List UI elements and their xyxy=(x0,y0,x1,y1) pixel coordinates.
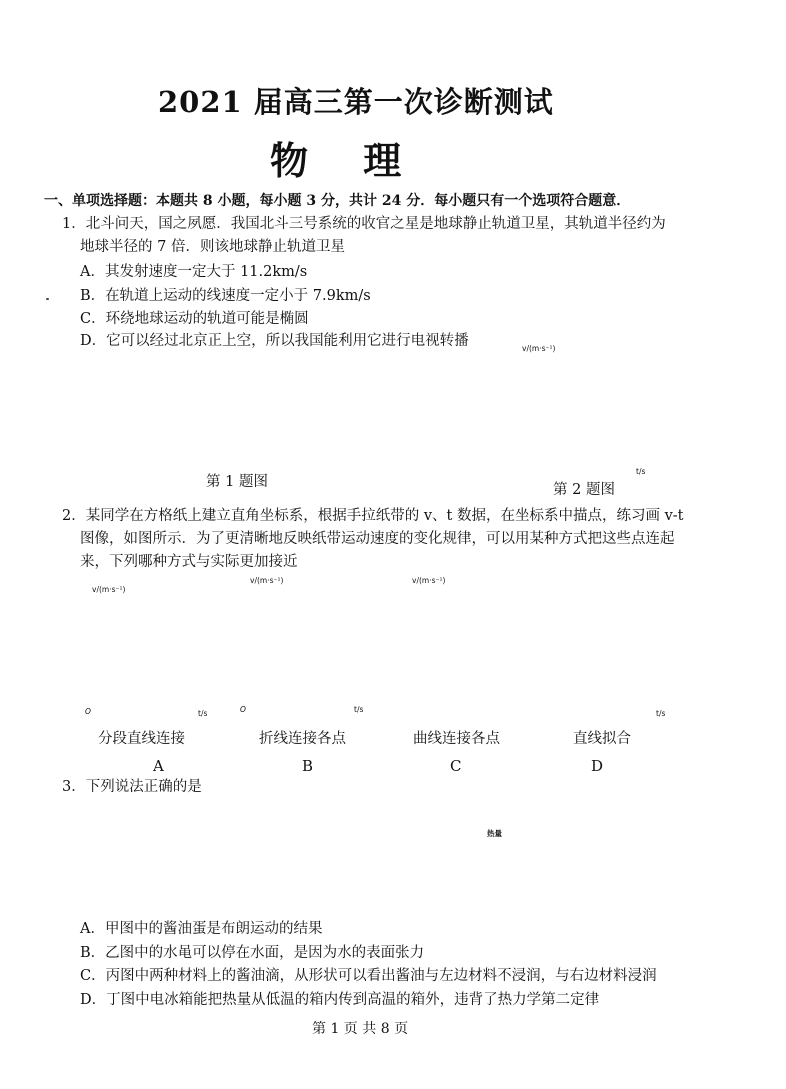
q2-stem-line1: 2．某同学在方格纸上建立直角坐标系，根据手拉纸带的 v、t 数据，在坐标系中描点，练习画 v-t xyxy=(62,508,684,524)
choice-b-caption: 折线连接各点 xyxy=(259,731,346,747)
q1-option-c: C．环绕地球运动的轨道可能是椭圆 xyxy=(80,311,309,327)
q3-option-a: A．甲图中的酱油蛋是布朗运动的结果 xyxy=(80,921,323,937)
fig2-caption: 第 2 题图 xyxy=(553,482,615,498)
q3-figure-heat-label: 热量 xyxy=(487,829,502,838)
q3-option-c: C．丙图中两种材料上的酱油滴，从形状可以看出酱油与左边材料不浸润，与右边材料浸润 xyxy=(80,968,657,984)
fig2-y-axis-label: v/(m·s⁻¹) xyxy=(522,344,556,353)
graph-b-y-label: v/(m·s⁻¹) xyxy=(250,576,284,585)
q1-option-b: B．在轨道上运动的线速度一定小于 7.9km/s xyxy=(80,288,371,304)
exam-title: 2021 届高三第一次诊断测试 xyxy=(158,85,554,119)
choice-b-letter: B xyxy=(302,757,314,775)
graph-a-origin: O xyxy=(85,707,91,716)
q1-stem-line1: 1．北斗问天，国之夙愿．我国北斗三号系统的收官之星是地球静止轨道卫星，其轨道半径约为 xyxy=(62,216,666,232)
graph-c-y-label: v/(m·s⁻¹) xyxy=(412,576,446,585)
q3-option-b: B．乙图中的水黾可以停在水面，是因为水的表面张力 xyxy=(80,945,425,961)
fig1-caption: 第 1 题图 xyxy=(206,474,268,490)
q3-option-d: D．丁图中电冰箱能把热量从低温的箱内传到高温的箱外，违背了热力学第二定律 xyxy=(80,992,600,1008)
graph-b-origin: O xyxy=(240,705,246,714)
graph-d-x-label: t/s xyxy=(656,709,666,718)
graph-a-x-label: t/s xyxy=(198,709,208,718)
scan-speck xyxy=(46,298,49,300)
q2-stem-line3: 来，下列哪种方式与实际更加接近 xyxy=(80,554,298,570)
q1-option-d: D．它可以经过北京正上空，所以我国能利用它进行电视转播 xyxy=(80,333,469,349)
choice-a-caption: 分段直线连接 xyxy=(98,731,185,747)
choice-c-caption: 曲线连接各点 xyxy=(413,731,500,747)
choice-d-letter: D xyxy=(591,757,604,775)
q3-stem: 3．下列说法正确的是 xyxy=(62,779,202,795)
choice-c-letter: C xyxy=(450,757,462,775)
graph-a-y-label: v/(m·s⁻¹) xyxy=(92,585,126,594)
q1-stem-line2: 地球半径的 7 倍．则该地球静止轨道卫星 xyxy=(80,239,345,255)
page-number: 第 1 页 共 8 页 xyxy=(312,1021,409,1037)
section-heading: 一、单项选择题：本题共 8 小题，每小题 3 分，共计 24 分．每小题只有一个选项符合题意． xyxy=(44,193,631,209)
choice-d-caption: 直线拟合 xyxy=(573,731,631,747)
subject-title: 物 理 xyxy=(270,138,404,183)
q1-option-a: A．其发射速度一定大于 11.2km/s xyxy=(80,264,308,280)
graph-b-x-label: t/s xyxy=(354,705,364,714)
fig2-x-axis-label: t/s xyxy=(636,467,646,476)
q2-stem-line2: 图像，如图所示．为了更清晰地反映纸带运动速度的变化规律，可以用某种方式把这些点连起 xyxy=(80,531,675,547)
choice-a-letter: A xyxy=(153,757,164,775)
